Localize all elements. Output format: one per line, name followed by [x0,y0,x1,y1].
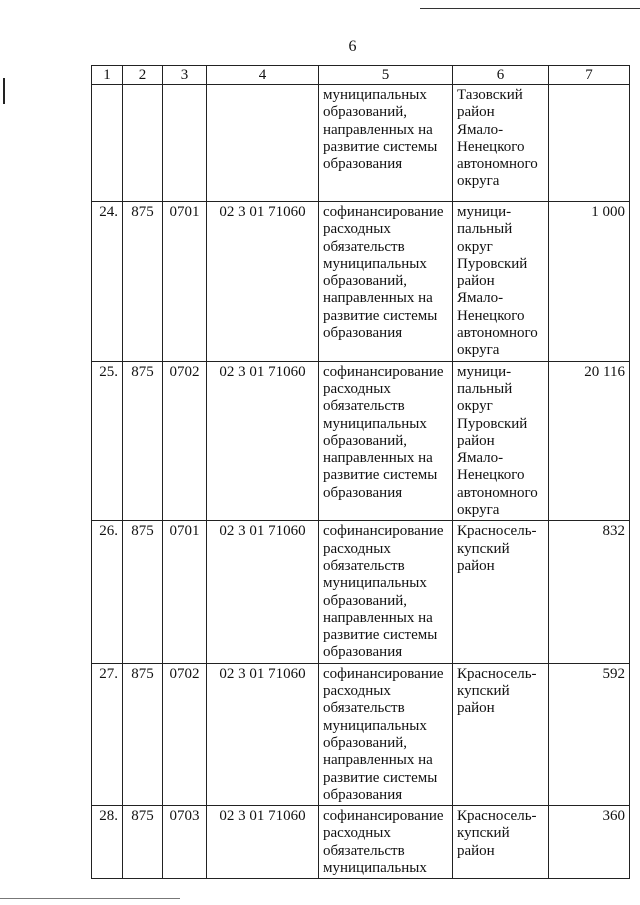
table-row [92,202,630,362]
recipient-cell [453,361,549,521]
purpose-line: муниципальных [323,415,427,432]
recipient-line: Ямало- [457,121,504,138]
amount-cell: 1 000 [549,202,630,362]
col-header-7: 7 [549,66,630,85]
purpose-cell [319,521,453,663]
ministry-code: 875 [123,806,163,879]
row-number: 24. [92,202,123,362]
purpose-line: расходных [323,540,391,557]
purpose-cell [319,85,453,202]
purpose-line: обязательств [323,398,405,415]
section-code: 0701 [163,202,207,362]
col-header-3: 3 [163,66,207,85]
purpose-line: образования [323,644,403,661]
recipient-line: округа [457,342,500,359]
purpose-line: развитие системы [323,138,438,155]
purpose-line: муниципальных [323,717,427,734]
section-code: 0701 [163,521,207,663]
row-number: 28. [92,806,123,879]
purpose-line: расходных [323,683,391,700]
header-row [92,66,630,85]
row-number: 26. [92,521,123,663]
purpose-line: образований, [323,432,408,449]
recipient-line: округа [457,173,500,190]
row-number: 27. [92,663,123,805]
purpose-line: развитие системы [323,467,438,484]
ministry-code: 875 [123,361,163,521]
continuation-row [92,85,630,202]
amount-cell: 20 116 [549,361,630,521]
purpose-line: муниципальных [323,255,427,272]
recipient-line: купский [457,540,510,557]
row-number: 25. [92,361,123,521]
recipient-line: округ [457,398,493,415]
amount-cell: 832 [549,521,630,663]
amount-cell: 360 [549,806,630,879]
purpose-line: муниципальных [323,87,427,103]
empty-cell [207,85,319,202]
purpose-line: расходных [323,221,391,238]
recipient-line: муници- [457,204,512,220]
recipient-line: район [457,842,495,859]
purpose-line: муниципальных [323,575,427,592]
target-article-code: 02 3 01 71060 [207,202,319,362]
purpose-line: софинансирование [323,665,444,682]
purpose-cell [319,361,453,521]
purpose-line: образований, [323,104,408,121]
section-code: 0702 [163,663,207,805]
recipient-line: Красносель- [457,808,537,825]
recipient-cell [453,202,549,362]
purpose-cell [319,806,453,879]
purpose-line: муниципальных [323,859,427,876]
amount-cell: 592 [549,663,630,805]
recipient-cell [453,521,549,663]
recipient-line: Пуровский [457,415,528,432]
recipient-line: автономного [457,325,538,342]
target-article-code: 02 3 01 71060 [207,361,319,521]
purpose-line: развитие системы [323,769,438,786]
purpose-line: образований, [323,734,408,751]
empty-cell [163,85,207,202]
purpose-line: софинансирование [323,808,444,825]
recipient-line: купский [457,825,510,842]
margin-mark [3,78,5,104]
recipient-line: Ямало- [457,450,504,467]
purpose-line: направленных на [323,450,433,467]
recipient-line: купский [457,683,510,700]
purpose-line: направленных на [323,121,433,138]
allocation-table [91,65,630,879]
purpose-line: обязательств [323,842,405,859]
recipient-line: пальный [457,380,513,397]
recipient-line: Ненецкого [457,467,525,484]
bottom-rule [0,898,180,899]
purpose-line: образования [323,484,403,501]
recipient-line: район [457,432,495,449]
table-row [92,521,630,663]
recipient-line: Пуровский [457,255,528,272]
purpose-line: софинансирование [323,363,444,380]
recipient-line: Тазовский [457,87,523,103]
ministry-code: 875 [123,521,163,663]
recipient-line: округ [457,238,493,255]
empty-cell [92,85,123,202]
purpose-line: обязательств [323,557,405,574]
recipient-line: Ненецкого [457,138,525,155]
top-rule [420,8,640,9]
table-row [92,663,630,805]
col-header-1: 1 [92,66,123,85]
recipient-cell [453,806,549,879]
purpose-line: направленных на [323,290,433,307]
purpose-line: развитие системы [323,627,438,644]
ministry-code: 875 [123,202,163,362]
purpose-line: направленных на [323,609,433,626]
table-row [92,361,630,521]
purpose-line: расходных [323,825,391,842]
amount-cell [549,85,630,202]
purpose-line: обязательств [323,238,405,255]
purpose-line: софинансирование [323,204,444,220]
recipient-line: автономного [457,484,538,501]
recipient-cell [453,85,549,202]
recipient-line: Красносель- [457,523,537,540]
recipient-line: район [457,104,495,121]
recipient-line: автономного [457,156,538,173]
recipient-line: пальный [457,221,513,238]
ministry-code: 875 [123,663,163,805]
recipient-line: муници- [457,363,512,380]
col-header-4: 4 [207,66,319,85]
purpose-cell [319,202,453,362]
purpose-line: образований, [323,592,408,609]
purpose-line: софинансирование [323,523,444,540]
section-code: 0702 [163,361,207,521]
col-header-2: 2 [123,66,163,85]
page-number: 6 [348,38,357,55]
purpose-line: образования [323,786,403,803]
purpose-line: расходных [323,380,391,397]
target-article-code: 02 3 01 71060 [207,521,319,663]
recipient-line: Ямало- [457,290,504,307]
empty-cell [123,85,163,202]
col-header-5: 5 [319,66,453,85]
recipient-line: район [457,273,495,290]
recipient-line: Ненецкого [457,307,525,324]
section-code: 0703 [163,806,207,879]
recipient-line: район [457,557,495,574]
recipient-line: округа [457,502,500,519]
recipient-cell [453,663,549,805]
table-row [92,806,630,879]
purpose-cell [319,663,453,805]
purpose-line: направленных на [323,752,433,769]
purpose-line: образования [323,325,403,342]
purpose-line: образования [323,156,403,173]
recipient-line: район [457,700,495,717]
purpose-line: развитие системы [323,307,438,324]
purpose-line: обязательств [323,700,405,717]
target-article-code: 02 3 01 71060 [207,663,319,805]
purpose-line: образований, [323,273,408,290]
col-header-6: 6 [453,66,549,85]
target-article-code: 02 3 01 71060 [207,806,319,879]
recipient-line: Красносель- [457,665,537,682]
